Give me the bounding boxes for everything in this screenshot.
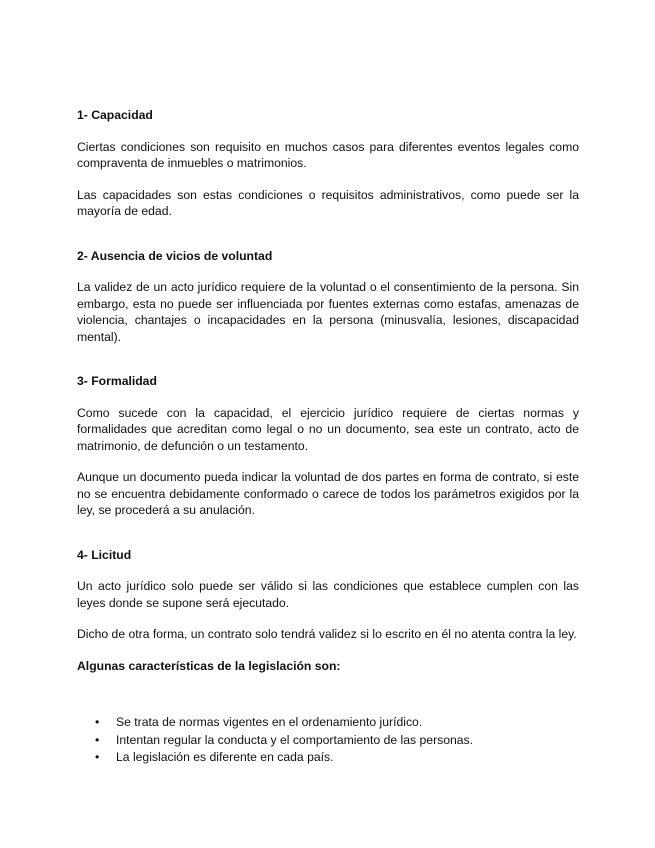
section-heading: 2- Ausencia de vicios de voluntad [77, 248, 273, 263]
section-heading: 4- Licitud [77, 547, 132, 562]
bullet-icon: • [95, 732, 100, 747]
section-paragraph: Un acto jurídico solo puede ser válido si las condiciones que establece cumplen con las leyes donde se supone será ejecutado. [77, 579, 579, 610]
list-item-text: Se trata de normas vigentes en el ordenamiento jurídico. [116, 715, 423, 729]
characteristics-heading: Algunas características de la legislación son: [77, 658, 341, 673]
section-paragraph: Ciertas condiciones son requisito en muchos casos para diferentes eventos legales como compraventa de inmuebles o matrimonios. [77, 139, 579, 170]
section-paragraph: Las capacidades son estas condiciones o requisitos administrativos, como puede ser la mayoría de edad. [77, 187, 579, 218]
section-paragraph: Como sucede con la capacidad, el ejercicio jurídico requiere de ciertas normas y formalidades que acreditan como legal o no un documento, sea este un contrato, acto de matrimonio, de defunción o un testamento. [77, 405, 579, 453]
section-paragraph: Dicho de otra forma, un contrato solo tendrá validez si lo escrito en él no atenta contra la ley. [77, 627, 577, 641]
list-item [77, 749, 579, 767]
list-item-text: Intentan regular la conducta y el comportamiento de las personas. [116, 732, 474, 747]
section-heading: 3- Formalidad [77, 374, 157, 388]
characteristics-list [77, 714, 579, 767]
bullet-icon: • [95, 715, 100, 729]
section-heading: 1- Capacidad [77, 108, 153, 122]
list-item-text: La legislación es diferente en cada país. [116, 750, 334, 764]
bullet-icon: • [95, 750, 100, 764]
list-item [77, 732, 579, 750]
list-item [77, 714, 579, 732]
document-page [77, 107, 579, 767]
section-paragraph: Aunque un documento pueda indicar la voluntad de dos partes en forma de contrato, si este no se encuentra debidamente conformado o carece de todos los parámetros exigidos por la ley, se procederá a su anulación. [77, 470, 579, 517]
section-paragraph: La validez de un acto jurídico requiere de la voluntad o el consentimiento de la persona. Sin embargo, esta no puede ser influenciada por fuentes externas como estafas, amenazas de violencia, chantajes o incapacidades en la persona (minusvalía, lesiones, discapacidad mental). [77, 280, 579, 344]
